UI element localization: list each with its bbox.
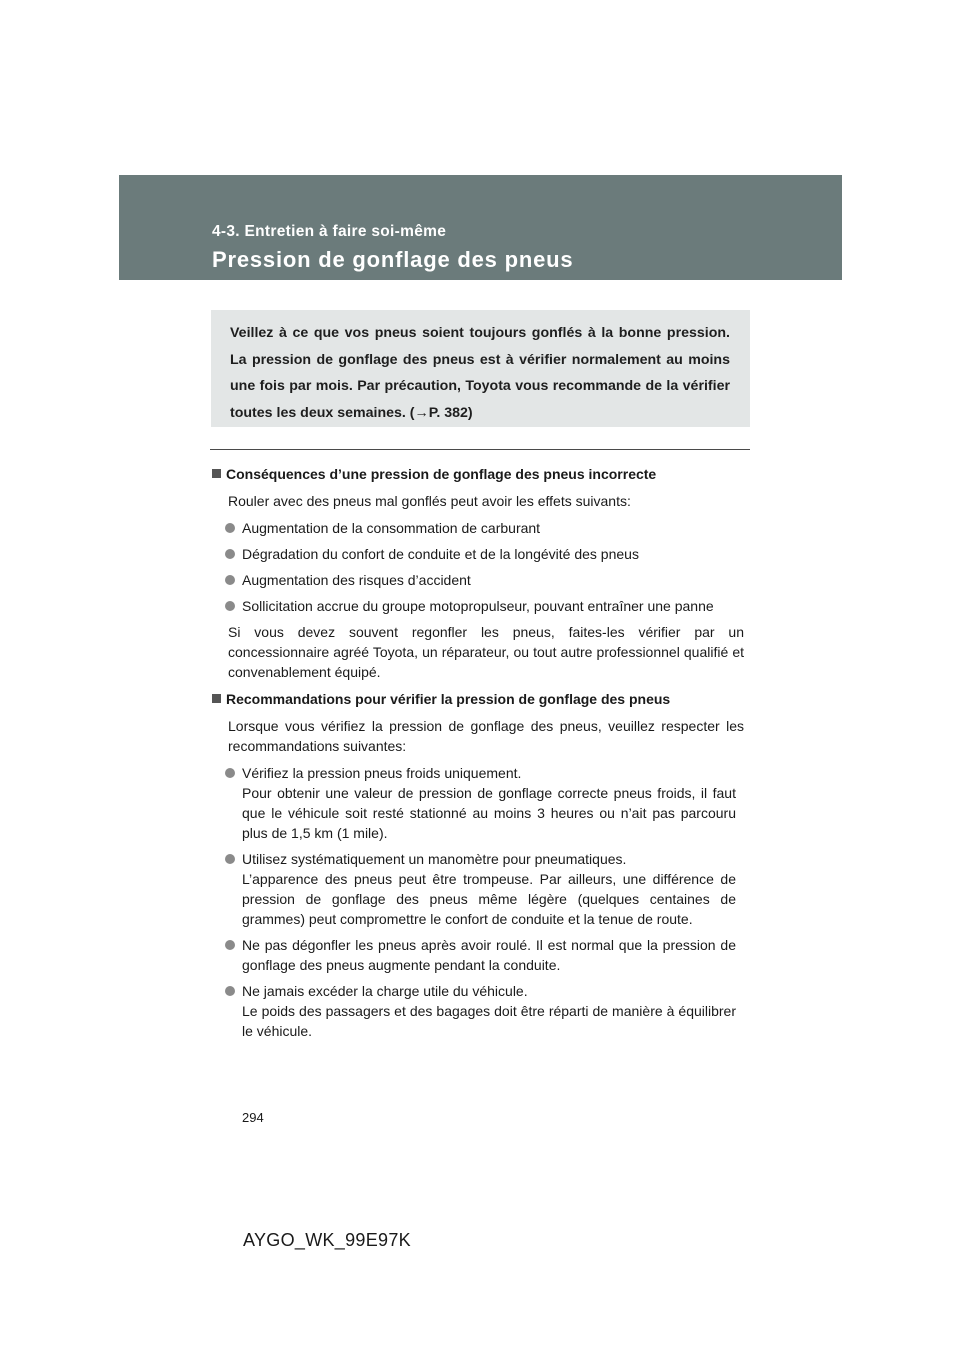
section-label: 4-3. Entretien à faire soi-même <box>212 223 447 240</box>
list-item: Sollicitation accrue du groupe motopropulseur, pouvant entraîner une panne <box>242 596 736 616</box>
round-bullet-icon <box>225 549 235 559</box>
main-content <box>212 464 744 1047</box>
round-bullet-icon <box>225 575 235 585</box>
section-heading-consequences: Conséquences d’une pression de gonflage des pneus incorrecte <box>212 464 744 484</box>
chapter-header <box>119 175 842 280</box>
page-number: 294 <box>242 1110 264 1125</box>
round-bullet-icon <box>225 940 235 950</box>
round-bullet-icon <box>225 854 235 864</box>
page-title: Pression de gonflage des pneus <box>212 247 574 272</box>
section-lead: Rouler avec des pneus mal gonflés peut avoir les effets suivants: <box>228 493 631 509</box>
round-bullet-icon <box>225 601 235 611</box>
footer-code: AYGO_WK_99E97K <box>243 1230 411 1250</box>
section-lead: Lorsque vous vérifiez la pression de gonflage des pneus, veuillez respecter les recommandations suivantes: <box>228 718 744 754</box>
list-item: Ne jamais excéder la charge utile du véhicule. Le poids des passagers et des bagages doit être réparti de manière à équilibrer le véhicule. <box>242 981 736 1041</box>
list-item: Augmentation des risques d’accident <box>242 570 736 590</box>
square-bullet-icon <box>212 694 221 703</box>
square-bullet-icon <box>212 469 221 478</box>
round-bullet-icon <box>225 986 235 996</box>
list-item: Vérifiez la pression pneus froids uniquement. Pour obtenir une valeur de pression de gonflage correcte pneus froids, il faut que le véhicule soit resté stationné au moins 3 heures ou n’ait pas parcouru plus de 1,5 km (1 mile). <box>242 763 736 843</box>
intro-text: Veillez à ce que vos pneus soient toujours gonflés à la bonne pression. La pression de gonflage des pneus est à vérifier normalement au moins une fois par mois. Par précaution, Toyota vous recommande de la vérifier toutes les deux semaines. (→P. 382) <box>230 325 730 421</box>
intro-box <box>211 310 750 427</box>
list-item: Utilisez systématiquement un manomètre pour pneumatiques. L’apparence des pneus peut être trompeuse. Par ailleurs, une différence de pression de gonflage des pneus même légère (quelques centaines de grammes) peut compromettre le confort de conduite et la tenue de route. <box>242 849 736 929</box>
round-bullet-icon <box>225 523 235 533</box>
list-item: Augmentation de la consommation de carburant <box>242 518 736 538</box>
list-item: Dégradation du confort de conduite et de la longévité des pneus <box>242 544 736 564</box>
round-bullet-icon <box>225 768 235 778</box>
divider <box>210 449 750 450</box>
section-closing: Si vous devez souvent regonfler les pneus, faites-les vérifier par un concessionnaire agréé Toyota, un réparateur, ou tout autre professionnel qualifié et convenablement équipé. <box>228 624 744 680</box>
section-heading-recommendations: Recommandations pour vérifier la pression de gonflage des pneus <box>212 689 744 709</box>
list-item: Ne pas dégonfler les pneus après avoir roulé. Il est normal que la pression de gonflage des pneus augmente pendant la conduite. <box>242 935 736 975</box>
